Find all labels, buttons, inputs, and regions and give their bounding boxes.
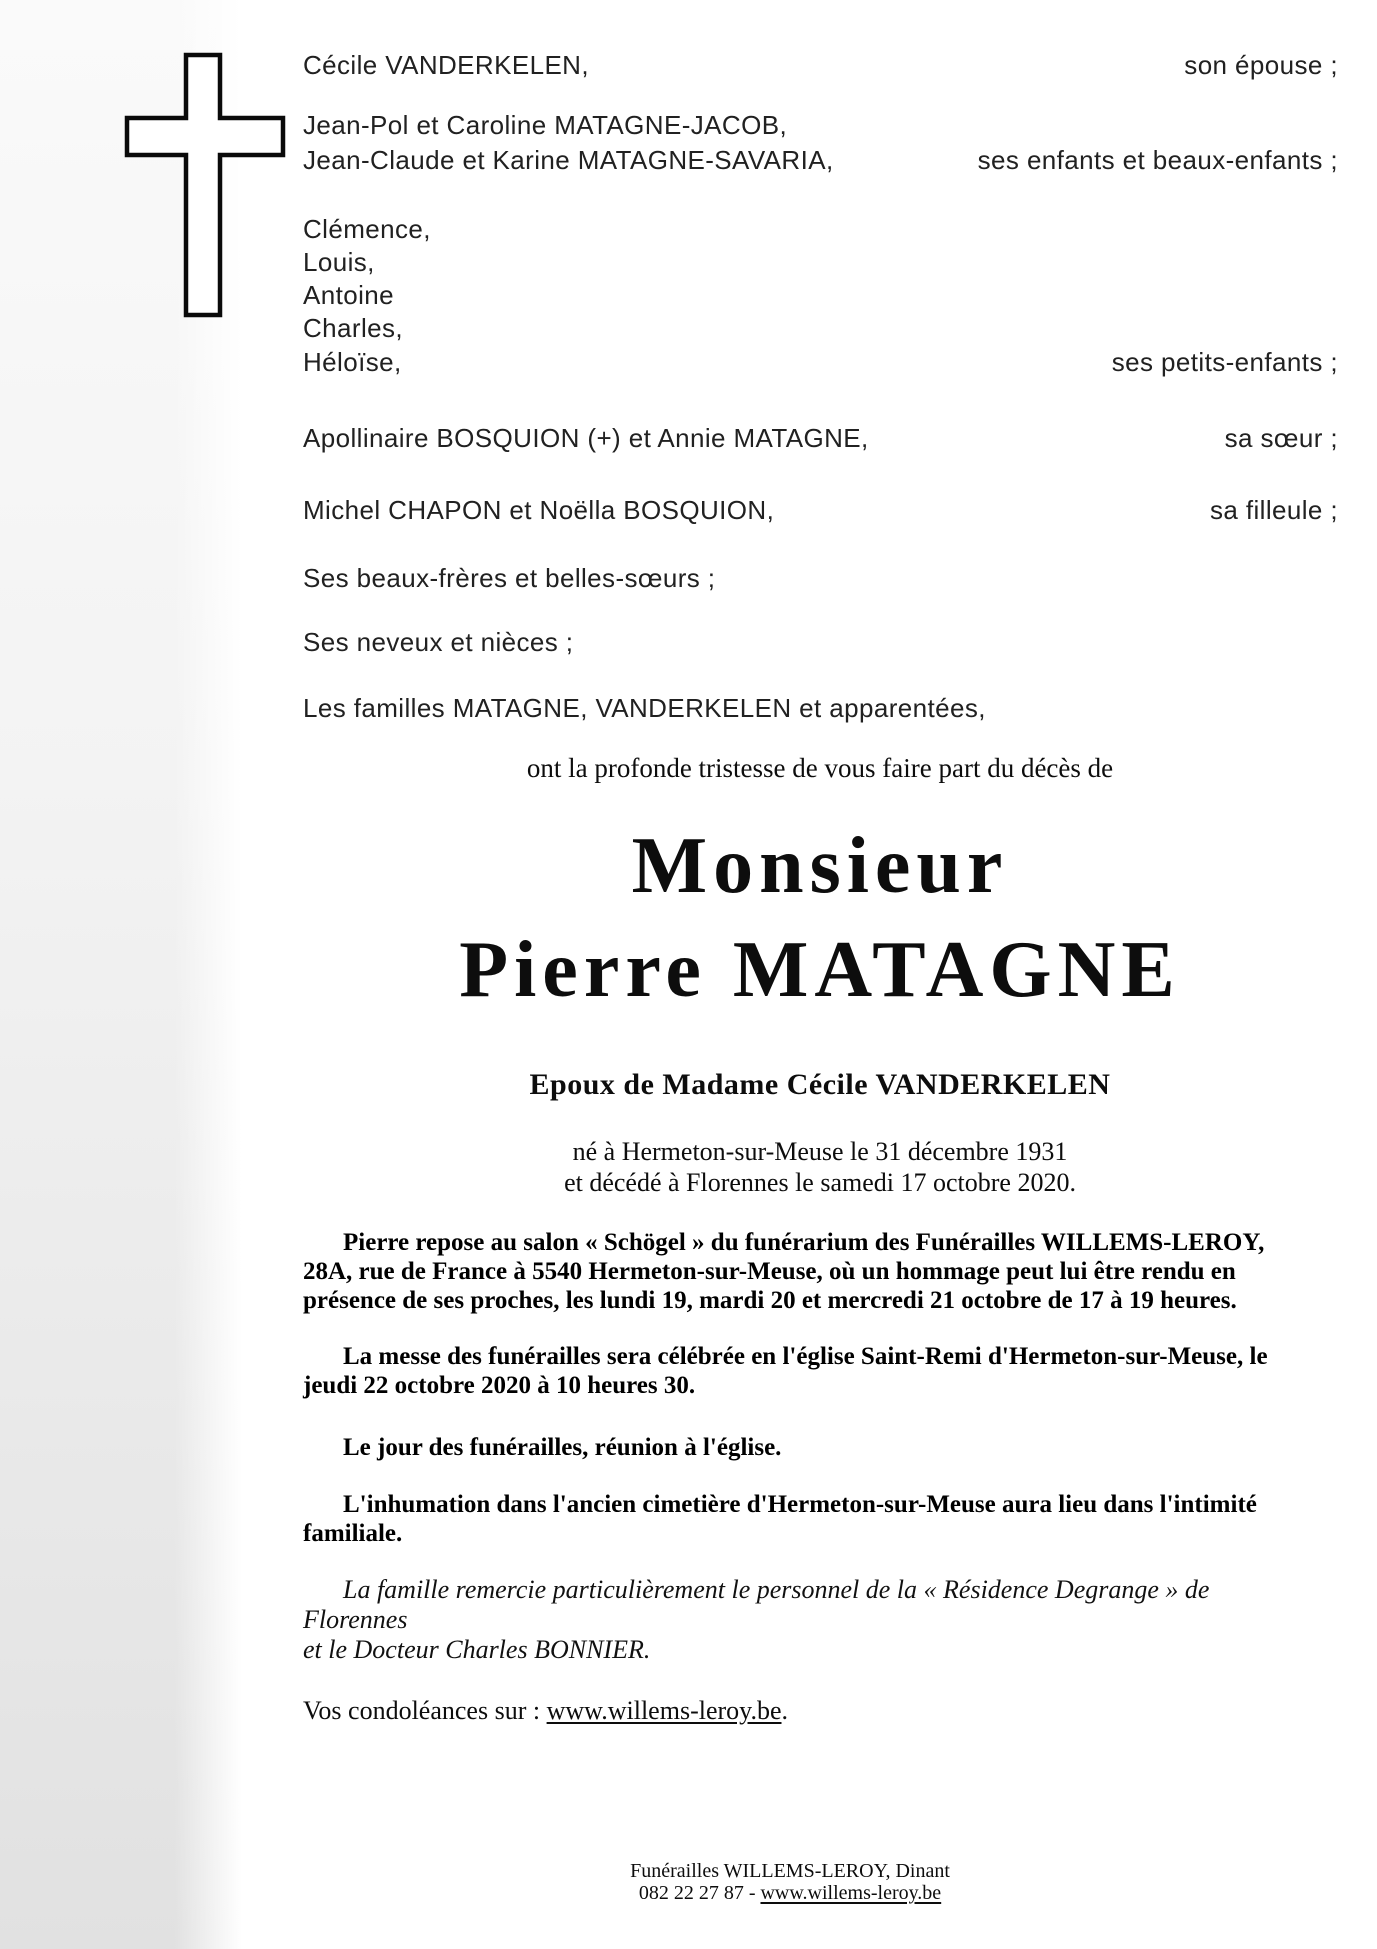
relationship-label: son épouse ; xyxy=(1184,50,1338,80)
cross-icon xyxy=(124,52,286,318)
family-line xyxy=(303,144,1338,176)
relationship-label: ses enfants et beaux-enfants ; xyxy=(977,145,1338,175)
deceased-name: Pierre MATAGNE xyxy=(459,926,1181,1014)
birth-death-lines xyxy=(564,1136,1076,1198)
family-names: Michel CHAPON et Noëlla BOSQUION, xyxy=(303,495,775,525)
family-line xyxy=(303,626,1338,658)
family-line xyxy=(303,109,1338,141)
wake-paragraph: Pierre repose au salon « Schögel » du funérarium des Funérailles WILLEMS-LEROY, 28A, rue de France à 5540 Hermeton-sur-Meuse, où un hommage peut lui être rendu en présence de ses proches, les lundi 19, mardi 20 et mercredi 21 octobre de 17 à 19 heures. xyxy=(303,1229,1265,1314)
condolences-link[interactable]: www.willems-leroy.be xyxy=(546,1696,782,1725)
burial-paragraph: L'inhumation dans l'ancien cimetière d'Hermeton-sur-Meuse aura lieu dans l'intimité familiale. xyxy=(303,1491,1257,1547)
family-names: Charles, xyxy=(303,313,404,343)
death-line: et décédé à Florennes le samedi 17 octobre 2020. xyxy=(564,1168,1076,1197)
family-names: Les familles MATAGNE, VANDERKELEN et apparentées, xyxy=(303,693,986,723)
family-line xyxy=(303,213,1338,245)
family-line xyxy=(303,49,1338,81)
announcement-line: ont la profonde tristesse de vous faire part du décès de xyxy=(526,753,1114,783)
family-line xyxy=(303,562,1338,594)
condolences-line xyxy=(303,1696,788,1726)
family-names: Clémence, xyxy=(303,214,431,244)
family-names: Ses neveux et nièces ; xyxy=(303,627,574,657)
family-line xyxy=(303,422,1338,454)
family-line xyxy=(303,692,1338,724)
condolences-suffix: . xyxy=(781,1696,788,1725)
thanks-paragraph: La famille remercie particulièrement le personnel de la « Résidence Degrange » de Florennes et le Docteur Charles BONNIER. xyxy=(303,1575,1210,1664)
family-names: Apollinaire BOSQUION (+) et Annie MATAGNE, xyxy=(303,423,869,453)
family-line xyxy=(303,246,1338,278)
funeral-day-paragraph: Le jour des funérailles, réunion à l'église. xyxy=(343,1434,782,1461)
spouse-subtitle: Epoux de Madame Cécile VANDERKELEN xyxy=(529,1068,1111,1101)
family-names: Cécile VANDERKELEN, xyxy=(303,50,589,80)
family-line xyxy=(303,494,1338,526)
relationship-label: ses petits-enfants ; xyxy=(1111,347,1338,377)
family-names: Louis, xyxy=(303,247,375,277)
footer-contact-line xyxy=(630,1882,950,1904)
birth-line: né à Hermeton-sur-Meuse le 31 décembre 1931 xyxy=(572,1137,1068,1166)
mass-paragraph: La messe des funérailles sera célébrée en l'église Saint-Remi d'Hermeton-sur-Meuse, le jeudi 22 octobre 2020 à 10 heures 30. xyxy=(303,1343,1268,1399)
footer-link[interactable]: www.willems-leroy.be xyxy=(760,1882,942,1904)
family-line xyxy=(303,312,1338,344)
family-names: Ses beaux-frères et belles-sœurs ; xyxy=(303,563,716,593)
family-line xyxy=(303,346,1338,378)
condolences-prefix: Vos condoléances sur : xyxy=(303,1696,547,1725)
footer-phone: 082 22 27 87 - xyxy=(638,1882,761,1904)
family-names: Jean-Claude et Karine MATAGNE-SAVARIA, xyxy=(303,145,834,175)
footer-funeral-home: Funérailles WILLEMS-LEROY, Dinant xyxy=(630,1860,950,1882)
deceased-title: Monsieur xyxy=(631,822,1009,910)
relationship-label: sa filleule ; xyxy=(1209,495,1338,525)
family-names: Héloïse, xyxy=(303,347,402,377)
family-line xyxy=(303,279,1338,311)
footer xyxy=(630,1860,950,1904)
family-names: Jean-Pol et Caroline MATAGNE-JACOB, xyxy=(303,110,788,140)
relationship-label: sa sœur ; xyxy=(1224,423,1338,453)
family-names: Antoine xyxy=(303,280,394,310)
